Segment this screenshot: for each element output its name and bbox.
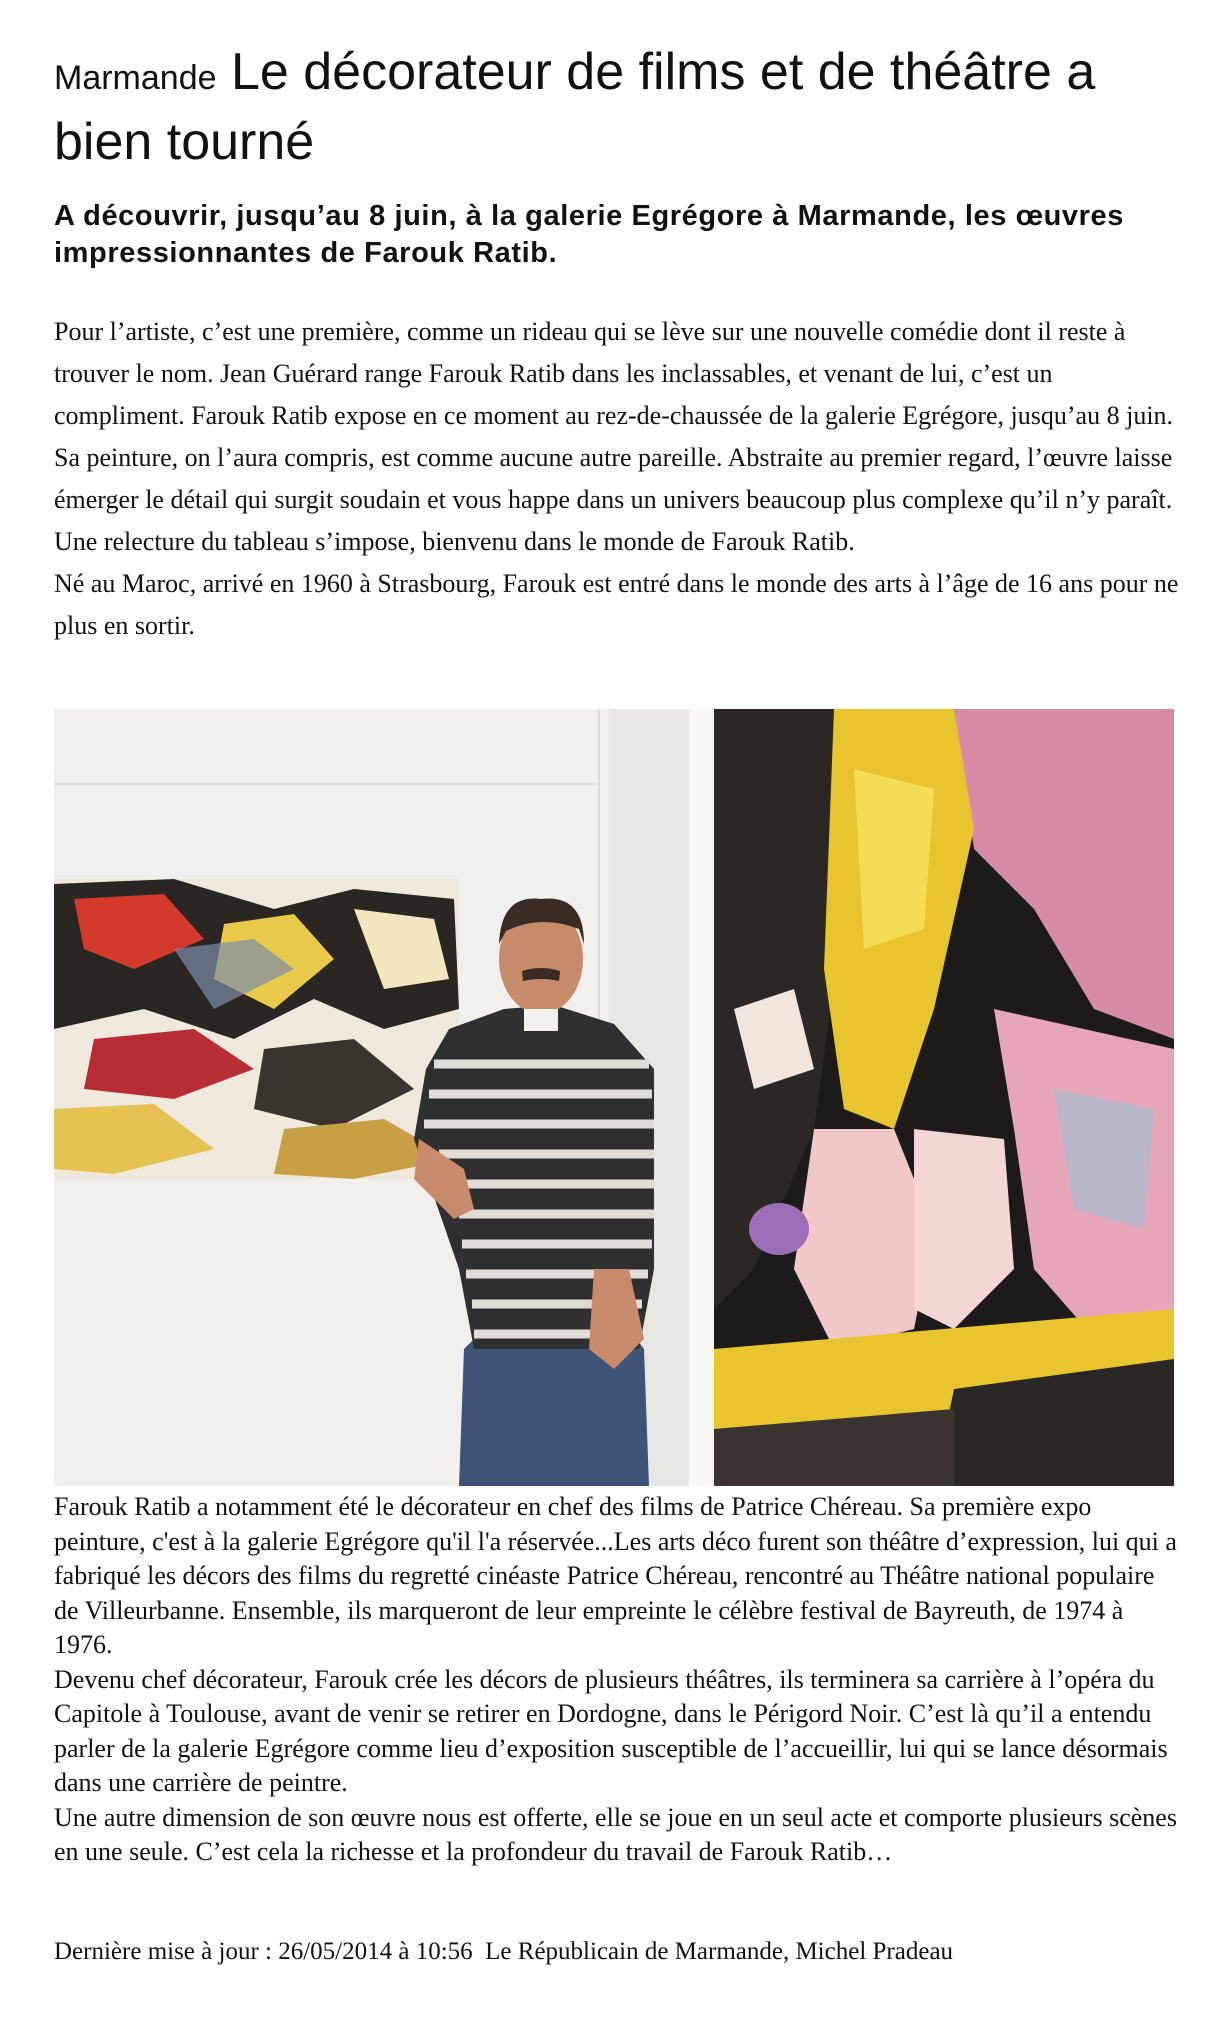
article-title [54, 40, 1174, 174]
gallery-photo-illustration [54, 709, 1174, 1486]
body-paragraph: Farouk Ratib a notamment été le décorateur en chef des films de Patrice Chéreau. Sa première expo peinture, c'est à la galerie Egrégore qu'il l'a réservée...Les arts déco furent son théâtre d’expression, lui qui a fabriqué les décors des films du regretté cinéaste Patrice Chéreau, rencontré au Théâtre national populaire de Villeurbanne. Ensemble, ils marqueront de leur empreinte le célèbre festival de Bayreuth, de 1974 à 1976. [54, 1492, 1177, 1659]
article-footer: Dernière mise à jour : 26/05/2014 à 10:56 Le Républicain de Marmande, Michel Pradeau [54, 1938, 954, 1965]
intro-paragraph: Pour l’artiste, c’est une première, comme un rideau qui se lève sur une nouvelle comédie dont il reste à trouver le nom. Jean Guérard range Farouk Ratib dans les inclassables, et venant de lui, c’est un compliment. Farouk Ratib expose en ce moment au rez-de-chaussée de la galerie Egrégore, jusqu’au 8 juin. Sa peinture, on l’aura compris, est comme aucune autre pareille. Abstraite au premier regard, l’œuvre laisse émerger le détail qui surgit soudain et vous happe dans un univers beaucoup plus complexe qu’il n’y paraît. Une relecture du tableau s’impose, bienvenu dans le monde de Farouk Ratib. [54, 317, 1174, 556]
body-paragraph: Une autre dimension de son œuvre nous est offerte, elle se joue en un seul acte et comporte plusieurs scènes en une seule. C’est cela la richesse et la profondeur du travail de Farouk Ratib… [54, 1802, 1177, 1866]
article-headline: Le décorateur de films et de théâtre a bien tourné [54, 43, 1096, 171]
article-body [54, 1490, 1179, 1870]
right-painting [714, 709, 1174, 1486]
left-painting [54, 879, 459, 1179]
body-paragraph: Devenu chef décorateur, Farouk crée les décors de plusieurs théâtres, ils terminera sa carrière à l’opéra du Capitole à Toulouse, avant de venir se retirer en Dordogne, dans le Périgord Noir. C’est là qu’il a entendu parler de la galerie Egrégore comme lieu d’exposition susceptible de l’accueillir, lui qui se lance désormais dans une carrière de peintre. [54, 1664, 1168, 1797]
article-photo [54, 709, 1174, 1486]
intro-paragraph: Né au Maroc, arrivé en 1960 à Strasbourg, Farouk est entré dans le monde des arts à l’âge de 16 ans pour ne plus en sortir. [54, 569, 1179, 640]
article-intro [54, 311, 1179, 647]
article-kicker: Marmande [54, 59, 217, 97]
article-lead: A découvrir, jusqu’au 8 juin, à la galerie Egrégore à Marmande, les œuvres impressionnantes de Farouk Ratib. [54, 200, 1124, 269]
